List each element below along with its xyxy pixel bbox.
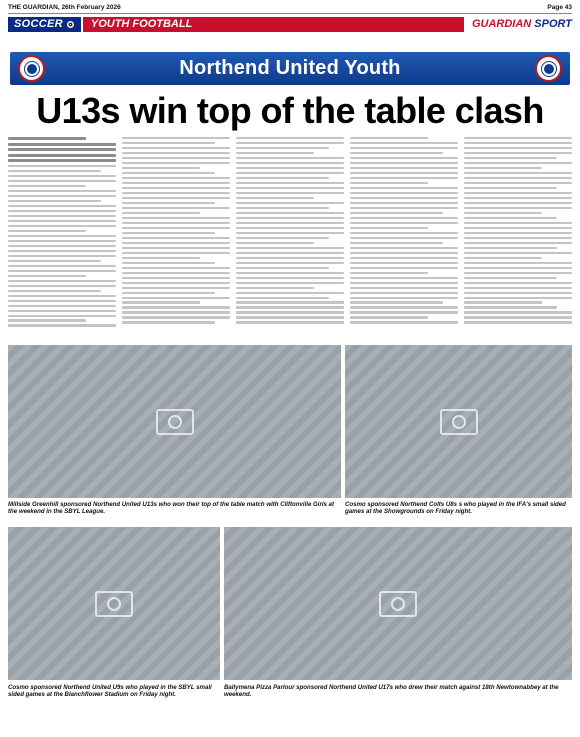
text-line-placeholder	[464, 311, 572, 313]
text-line-placeholder	[8, 159, 116, 162]
text-line-placeholder	[122, 227, 230, 229]
text-line-placeholder	[8, 180, 116, 182]
text-line-placeholder	[122, 212, 200, 214]
text-line-placeholder	[350, 137, 428, 139]
text-line-placeholder	[350, 177, 458, 179]
text-line-placeholder	[8, 215, 116, 217]
text-line-placeholder	[464, 197, 572, 199]
text-line-placeholder	[464, 172, 572, 174]
text-line-placeholder	[350, 242, 443, 244]
photo-caption: Cosmo sponsored Northend Colts U8s s who played in the IFA's small sided games at the Showgrounds on Friday night.	[345, 501, 566, 516]
text-line-placeholder	[350, 252, 458, 254]
text-line-placeholder	[464, 282, 572, 284]
text-line-placeholder	[464, 247, 557, 249]
section-youth-label: YOUTH FOOTBALL	[90, 18, 193, 30]
youth-football-tab	[83, 17, 464, 32]
text-line-placeholder	[350, 187, 458, 189]
text-line-placeholder	[350, 277, 458, 279]
article-column	[464, 137, 572, 333]
text-line-placeholder	[122, 187, 230, 189]
text-line-placeholder	[122, 142, 215, 144]
section-soccer-label: SOCCER	[14, 18, 63, 30]
team-photo-u17	[224, 527, 572, 680]
text-line-placeholder	[464, 177, 572, 179]
text-line-placeholder	[122, 232, 215, 234]
photo-icon	[379, 591, 417, 617]
text-line-placeholder	[8, 210, 116, 212]
text-line-placeholder	[236, 197, 314, 199]
text-line-placeholder	[236, 316, 344, 318]
text-line-placeholder	[122, 147, 230, 149]
text-line-placeholder	[8, 225, 116, 227]
text-line-placeholder	[8, 250, 116, 252]
text-line-placeholder	[122, 301, 200, 303]
text-line-placeholder	[8, 260, 101, 262]
text-line-placeholder	[236, 212, 344, 214]
text-line-placeholder	[236, 167, 344, 169]
text-line-placeholder	[8, 195, 116, 197]
text-line-placeholder	[350, 212, 443, 214]
text-line-placeholder	[464, 321, 572, 323]
text-line-placeholder	[464, 292, 572, 294]
text-line-placeholder	[350, 311, 458, 313]
text-line-placeholder	[8, 300, 116, 302]
text-line-placeholder	[350, 267, 458, 269]
text-line-placeholder	[122, 277, 230, 279]
text-line-placeholder	[236, 177, 329, 179]
article-column	[8, 137, 116, 333]
photo-caption: Millside Greenhill sponsored Northend United U13s who won their top of the table match with Cliftonville Girls at the weekend in the SBYL League.	[8, 501, 335, 516]
text-line-placeholder	[8, 245, 116, 247]
photo-icon	[440, 409, 478, 435]
text-line-placeholder	[350, 172, 458, 174]
text-line-placeholder	[350, 197, 458, 199]
text-line-placeholder	[464, 202, 572, 204]
text-line-placeholder	[8, 175, 116, 177]
text-line-placeholder	[236, 321, 344, 323]
text-line-placeholder	[236, 247, 344, 249]
text-line-placeholder	[236, 277, 344, 279]
text-line-placeholder	[122, 237, 230, 239]
page-number: Page 43	[547, 4, 572, 11]
text-line-placeholder	[122, 167, 200, 169]
text-line-placeholder	[122, 297, 230, 299]
text-line-placeholder	[464, 182, 572, 184]
text-line-placeholder	[464, 237, 572, 239]
team-photo-u9	[8, 527, 220, 680]
text-line-placeholder	[464, 232, 572, 234]
club-banner	[10, 52, 570, 85]
text-line-placeholder	[464, 162, 572, 164]
text-line-placeholder	[236, 137, 344, 139]
club-crest-icon	[18, 55, 45, 82]
text-line-placeholder	[464, 287, 572, 289]
logo-sport-word: SPORT	[534, 18, 572, 30]
text-line-placeholder	[8, 305, 116, 307]
text-line-placeholder	[350, 287, 458, 289]
text-line-placeholder	[236, 217, 344, 219]
text-line-placeholder	[122, 282, 230, 284]
text-line-placeholder	[122, 192, 230, 194]
article-column	[350, 137, 458, 333]
text-line-placeholder	[350, 237, 458, 239]
text-line-placeholder	[122, 162, 230, 164]
text-line-placeholder	[464, 242, 572, 244]
soccer-tab	[8, 17, 81, 32]
text-line-placeholder	[464, 142, 572, 144]
text-line-placeholder	[8, 310, 116, 312]
text-line-placeholder	[350, 147, 458, 149]
text-line-placeholder	[236, 301, 344, 303]
text-line-placeholder	[122, 222, 230, 224]
text-line-placeholder	[8, 170, 101, 172]
text-line-placeholder	[464, 277, 557, 279]
text-line-placeholder	[122, 242, 230, 244]
text-line-placeholder	[122, 316, 230, 318]
text-line-placeholder	[122, 172, 215, 174]
text-line-placeholder	[8, 165, 116, 167]
text-line-placeholder	[350, 297, 458, 299]
text-line-placeholder	[350, 222, 458, 224]
text-line-placeholder	[350, 262, 458, 264]
text-line-placeholder	[8, 220, 116, 222]
text-line-placeholder	[350, 202, 458, 204]
text-line-placeholder	[236, 147, 329, 149]
text-line-placeholder	[350, 182, 428, 184]
text-line-placeholder	[464, 267, 572, 269]
text-line-placeholder	[122, 197, 230, 199]
text-line-placeholder	[122, 267, 230, 269]
section-bar	[8, 16, 572, 33]
text-line-placeholder	[464, 157, 557, 159]
text-line-placeholder	[236, 182, 344, 184]
text-line-placeholder	[464, 306, 557, 308]
text-line-placeholder	[350, 192, 458, 194]
article-body	[8, 137, 572, 333]
text-line-placeholder	[122, 262, 215, 264]
text-line-placeholder	[236, 287, 314, 289]
text-line-placeholder	[350, 321, 458, 323]
text-line-placeholder	[236, 242, 314, 244]
page-header	[8, 2, 572, 14]
text-line-placeholder	[122, 311, 230, 313]
text-line-placeholder	[350, 301, 443, 303]
text-line-placeholder	[350, 167, 458, 169]
text-line-placeholder	[350, 207, 458, 209]
text-line-placeholder	[122, 182, 230, 184]
text-line-placeholder	[122, 207, 230, 209]
text-line-placeholder	[8, 255, 116, 257]
text-line-placeholder	[236, 172, 344, 174]
text-line-placeholder	[350, 257, 458, 259]
text-line-placeholder	[122, 287, 230, 289]
text-line-placeholder	[8, 270, 116, 272]
text-line-placeholder	[464, 217, 557, 219]
text-line-placeholder	[122, 247, 230, 249]
text-line-placeholder	[350, 232, 458, 234]
text-line-placeholder	[350, 247, 458, 249]
text-line-placeholder	[464, 227, 572, 229]
text-line-placeholder	[350, 292, 458, 294]
text-line-placeholder	[464, 167, 542, 169]
text-line-placeholder	[236, 162, 344, 164]
text-line-placeholder	[122, 177, 230, 179]
text-line-placeholder	[236, 232, 344, 234]
text-line-placeholder	[8, 319, 86, 321]
text-line-placeholder	[8, 143, 116, 146]
text-line-placeholder	[464, 297, 572, 299]
team-photo-colts-u8	[345, 345, 572, 498]
text-line-placeholder	[236, 297, 329, 299]
text-line-placeholder	[122, 292, 215, 294]
text-line-placeholder	[464, 137, 572, 139]
text-line-placeholder	[236, 237, 329, 239]
text-line-placeholder	[350, 162, 458, 164]
text-line-placeholder	[350, 217, 458, 219]
text-line-placeholder	[236, 257, 344, 259]
text-line-placeholder	[8, 275, 86, 277]
text-line-placeholder	[8, 154, 116, 157]
club-crest-icon	[535, 55, 562, 82]
text-line-placeholder	[8, 235, 116, 237]
text-line-placeholder	[8, 230, 86, 232]
team-photo-u13	[8, 345, 341, 498]
text-line-placeholder	[122, 152, 230, 154]
text-line-placeholder	[464, 192, 572, 194]
text-line-placeholder	[350, 306, 458, 308]
text-line-placeholder	[464, 252, 572, 254]
text-line-placeholder	[464, 222, 572, 224]
article-column	[122, 137, 230, 333]
text-line-placeholder	[236, 252, 344, 254]
guardian-sport-logo	[464, 17, 572, 32]
text-line-placeholder	[236, 202, 344, 204]
text-line-placeholder	[8, 148, 116, 151]
photo-caption: Ballymena Pizza Parlour sponsored Northend United U17s who drew their match against 18th Newtownabbey at the weekend.	[224, 684, 559, 699]
text-line-placeholder	[8, 324, 116, 326]
headline: U13s win top of the table clash	[36, 90, 544, 131]
text-line-placeholder	[464, 272, 572, 274]
text-line-placeholder	[350, 152, 443, 154]
photo-caption: Cosmo sponsored Northend United U9s who played in the SBYL small sided games at the Blanchflower Stadium on Friday night.	[8, 684, 212, 699]
text-line-placeholder	[8, 200, 101, 202]
text-line-placeholder	[236, 227, 344, 229]
text-line-placeholder	[236, 262, 344, 264]
text-line-placeholder	[350, 142, 458, 144]
text-line-placeholder	[236, 292, 344, 294]
text-line-placeholder	[464, 301, 542, 303]
text-line-placeholder	[8, 265, 116, 267]
text-line-placeholder	[8, 137, 86, 140]
photo-icon	[95, 591, 133, 617]
text-line-placeholder	[236, 222, 344, 224]
text-line-placeholder	[122, 202, 215, 204]
text-line-placeholder	[236, 311, 344, 313]
text-line-placeholder	[464, 316, 572, 318]
article-column	[236, 137, 344, 333]
text-line-placeholder	[464, 212, 542, 214]
text-line-placeholder	[122, 137, 230, 139]
text-line-placeholder	[8, 190, 116, 192]
text-line-placeholder	[236, 267, 329, 269]
logo-guardian-word: GUARDIAN	[471, 18, 532, 30]
text-line-placeholder	[236, 282, 344, 284]
photo-icon	[156, 409, 194, 435]
banner-title: Northend United Youth	[179, 57, 401, 79]
text-line-placeholder	[122, 306, 230, 308]
text-line-placeholder	[236, 187, 344, 189]
text-line-placeholder	[464, 152, 572, 154]
text-line-placeholder	[122, 252, 230, 254]
text-line-placeholder	[8, 280, 116, 282]
newspaper-date: THE GUARDIAN, 26th February 2026	[8, 4, 121, 11]
text-line-placeholder	[350, 157, 458, 159]
text-line-placeholder	[350, 272, 428, 274]
text-line-placeholder	[464, 257, 542, 259]
text-line-placeholder	[8, 290, 101, 292]
text-line-placeholder	[122, 217, 230, 219]
text-line-placeholder	[236, 142, 344, 144]
text-line-placeholder	[8, 315, 116, 317]
text-line-placeholder	[8, 240, 116, 242]
text-line-placeholder	[350, 227, 428, 229]
text-line-placeholder	[122, 257, 200, 259]
text-line-placeholder	[236, 152, 314, 154]
text-line-placeholder	[8, 295, 116, 297]
text-line-placeholder	[122, 272, 230, 274]
text-line-placeholder	[350, 282, 458, 284]
text-line-placeholder	[236, 207, 329, 209]
text-line-placeholder	[236, 192, 344, 194]
text-line-placeholder	[464, 147, 572, 149]
text-line-placeholder	[122, 321, 215, 323]
text-line-placeholder	[350, 316, 428, 318]
text-line-placeholder	[8, 205, 116, 207]
text-line-placeholder	[464, 187, 557, 189]
text-line-placeholder	[464, 262, 572, 264]
text-line-placeholder	[8, 185, 86, 187]
text-line-placeholder	[236, 306, 344, 308]
text-line-placeholder	[8, 285, 116, 287]
text-line-placeholder	[122, 157, 230, 159]
text-line-placeholder	[236, 272, 344, 274]
text-line-placeholder	[464, 207, 572, 209]
text-line-placeholder	[236, 157, 344, 159]
football-icon	[66, 20, 75, 29]
